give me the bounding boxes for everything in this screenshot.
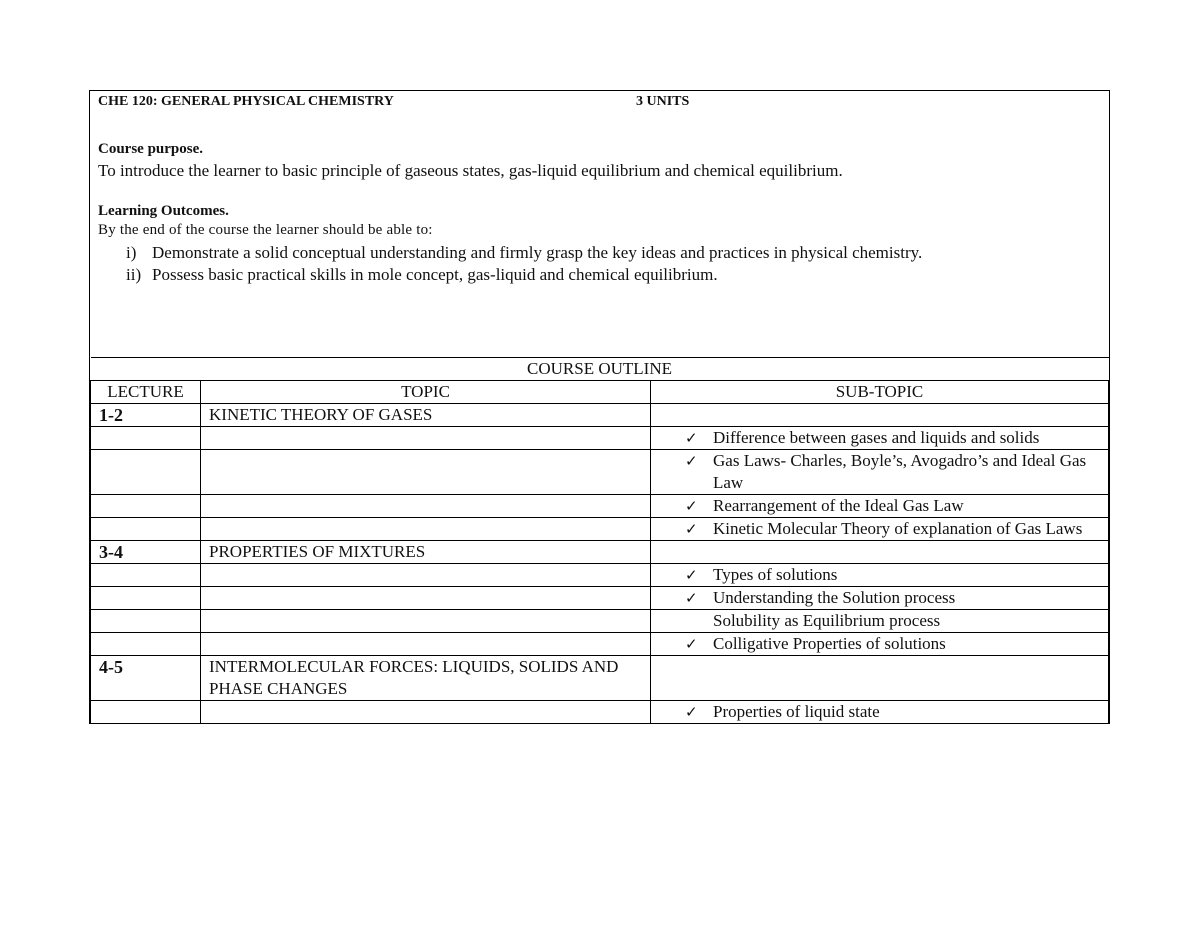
course-document bbox=[89, 90, 1110, 724]
checkmark-icon: ✓ bbox=[685, 703, 698, 721]
table-row bbox=[91, 450, 1109, 495]
subtopic-cell bbox=[651, 495, 1109, 518]
outcome-item bbox=[98, 242, 1101, 264]
table-row bbox=[91, 610, 1109, 633]
title-row bbox=[98, 94, 1101, 116]
subtopic-cell bbox=[651, 518, 1109, 541]
subtopic-text: Rearrangement of the Ideal Gas Law bbox=[713, 496, 964, 515]
lecture-cell bbox=[91, 518, 201, 541]
topic-cell bbox=[201, 701, 651, 724]
subtopic-cell bbox=[651, 587, 1109, 610]
checkmark-icon: ✓ bbox=[685, 452, 698, 470]
checkmark-icon: ✓ bbox=[685, 429, 698, 447]
course-header bbox=[90, 91, 1109, 357]
table-row bbox=[91, 587, 1109, 610]
lecture-cell bbox=[91, 587, 201, 610]
topic-cell bbox=[201, 518, 651, 541]
header-subtopic: SUB-TOPIC bbox=[651, 381, 1109, 404]
subtopic-text: Properties of liquid state bbox=[713, 702, 880, 721]
topic-cell bbox=[201, 427, 651, 450]
table-row bbox=[91, 564, 1109, 587]
lecture-cell: 3-4 bbox=[91, 541, 201, 564]
outline-title: COURSE OUTLINE bbox=[91, 358, 1109, 381]
header-topic: TOPIC bbox=[201, 381, 651, 404]
outline-body bbox=[91, 404, 1109, 724]
topic-cell: INTERMOLECULAR FORCES: LIQUIDS, SOLIDS AND PHASE CHANGES bbox=[201, 656, 651, 701]
lecture-cell: 4-5 bbox=[91, 656, 201, 701]
subtopic-text: Types of solutions bbox=[713, 565, 838, 584]
checkmark-icon: ✓ bbox=[685, 566, 698, 584]
topic-cell: PROPERTIES OF MIXTURES bbox=[201, 541, 651, 564]
lecture-cell: 1-2 bbox=[91, 404, 201, 427]
subtopic-cell bbox=[651, 633, 1109, 656]
table-row bbox=[91, 427, 1109, 450]
subtopic-cell bbox=[651, 610, 1109, 633]
subtopic-text: Difference between gases and liquids and solids bbox=[713, 428, 1040, 447]
purpose-label: Course purpose. bbox=[98, 141, 204, 157]
subtopic-cell bbox=[651, 541, 1109, 564]
table-row bbox=[91, 495, 1109, 518]
topic-cell bbox=[201, 450, 651, 495]
outline-header-row bbox=[91, 381, 1109, 404]
course-units: 3 UNITS bbox=[636, 94, 690, 109]
lecture-cell bbox=[91, 450, 201, 495]
outcome-number: i) bbox=[126, 243, 137, 262]
lecture-cell bbox=[91, 701, 201, 724]
checkmark-icon: ✓ bbox=[685, 520, 698, 538]
topic-cell bbox=[201, 587, 651, 610]
lecture-cell bbox=[91, 633, 201, 656]
course-outline-table bbox=[90, 357, 1109, 724]
table-row bbox=[91, 633, 1109, 656]
checkmark-icon: ✓ bbox=[685, 497, 698, 515]
outline-title-row bbox=[91, 358, 1109, 381]
outcome-item bbox=[98, 264, 1101, 286]
checkmark-icon: ✓ bbox=[685, 589, 698, 607]
checkmark-icon: ✓ bbox=[685, 635, 698, 653]
outcome-text: Demonstrate a solid conceptual understanding and firmly grasp the key ideas and practices in physical chemistry. bbox=[152, 243, 923, 262]
lecture-cell bbox=[91, 610, 201, 633]
table-row bbox=[91, 656, 1109, 701]
topic-cell: KINETIC THEORY OF GASES bbox=[201, 404, 651, 427]
subtopic-cell bbox=[651, 701, 1109, 724]
topic-cell bbox=[201, 610, 651, 633]
subtopic-cell bbox=[651, 404, 1109, 427]
subtopic-cell bbox=[651, 564, 1109, 587]
table-row bbox=[91, 541, 1109, 564]
table-row bbox=[91, 518, 1109, 541]
outcome-text: Possess basic practical skills in mole concept, gas-liquid and chemical equilibrium. bbox=[152, 265, 718, 284]
subtopic-cell bbox=[651, 450, 1109, 495]
header-lecture: LECTURE bbox=[91, 381, 201, 404]
outcomes-list bbox=[98, 242, 1101, 286]
table-row bbox=[91, 404, 1109, 427]
outcome-number: ii) bbox=[126, 265, 142, 284]
topic-cell bbox=[201, 633, 651, 656]
subtopic-text: Gas Laws- Charles, Boyle’s, Avogadro’s and Ideal Gas Law bbox=[713, 451, 1087, 492]
outcomes-intro: By the end of the course the learner should be able to: bbox=[98, 222, 433, 238]
subtopic-cell bbox=[651, 427, 1109, 450]
subtopic-cell bbox=[651, 656, 1109, 701]
subtopic-text: Kinetic Molecular Theory of explanation of Gas Laws bbox=[713, 519, 1083, 538]
subtopic-text: Colligative Properties of solutions bbox=[713, 634, 946, 653]
topic-cell bbox=[201, 495, 651, 518]
purpose-text: To introduce the learner to basic principle of gaseous states, gas-liquid equilibrium and chemical equilibrium. bbox=[98, 161, 843, 180]
table-row bbox=[91, 701, 1109, 724]
topic-cell bbox=[201, 564, 651, 587]
lecture-cell bbox=[91, 427, 201, 450]
outcomes-label: Learning Outcomes. bbox=[98, 203, 229, 219]
lecture-cell bbox=[91, 495, 201, 518]
lecture-cell bbox=[91, 564, 201, 587]
course-title: CHE 120: GENERAL PHYSICAL CHEMISTRY bbox=[98, 94, 394, 109]
subtopic-text: Understanding the Solution process bbox=[713, 588, 956, 607]
subtopic-text: Solubility as Equilibrium process bbox=[713, 611, 941, 630]
